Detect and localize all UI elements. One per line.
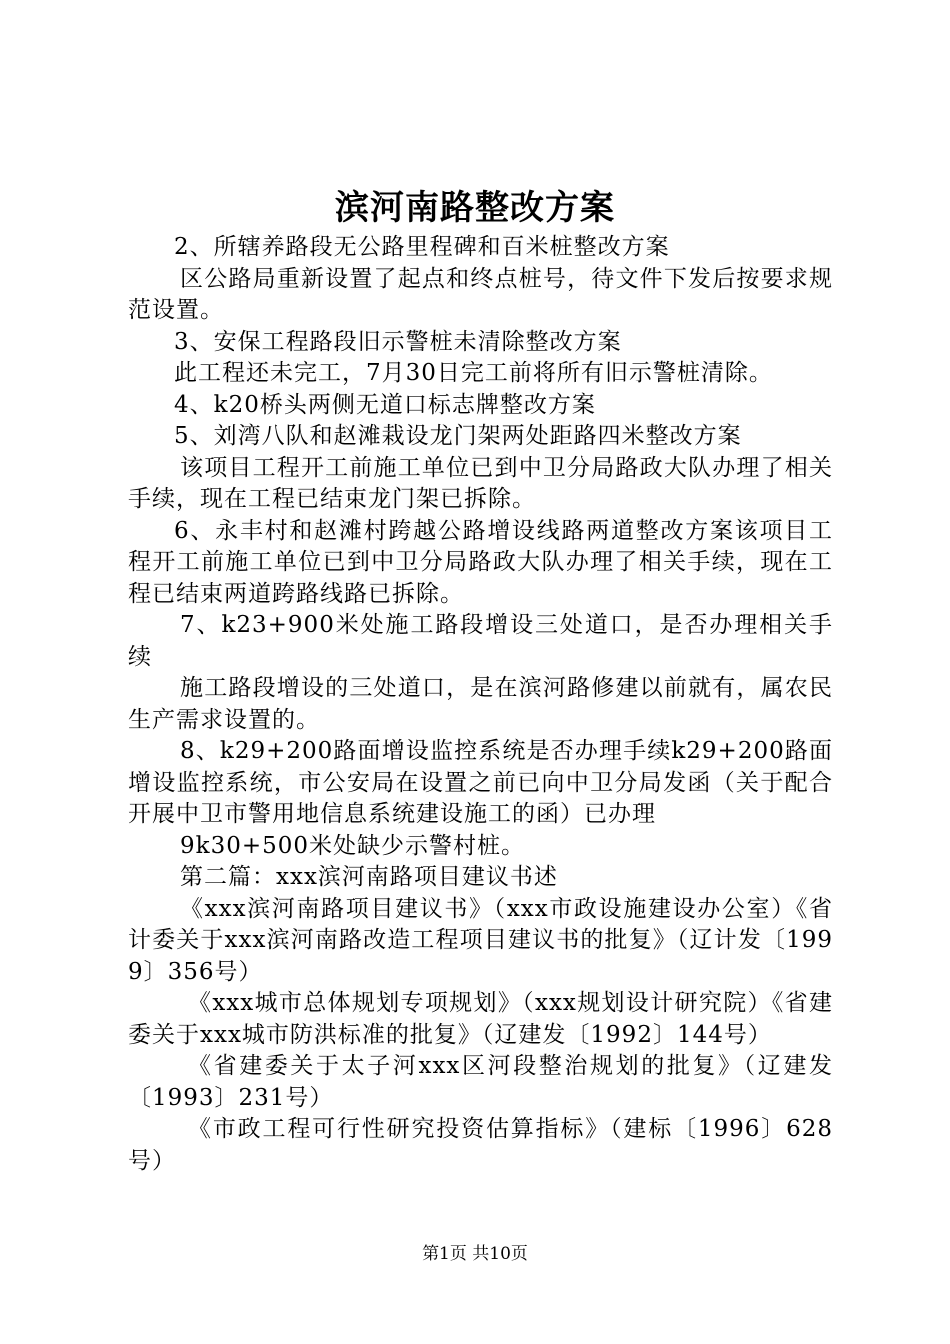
paragraph-item-9: 9k30+500米处缺少示警村桩。	[180, 832, 526, 859]
paragraph-item-2-heading: 2、所辖养路段无公路里程碑和百米桩整改方案	[174, 234, 670, 260]
reference-1: 《xxx滨河南路项目建议书》（xxx市政设施建设办公室）《省计委关于xxx滨河南路改造工程项目建议书的批复》（辽计发〔1999〕356号）	[128, 895, 833, 985]
paragraph-item-5-heading: 5、刘湾八队和赵滩栽设龙门架两处距路四米整改方案	[174, 423, 742, 449]
reference-2: 《xxx城市总体规划专项规划》（xxx规划设计研究院）《省建委关于xxx城市防洪标准的批复》（辽建发〔1992〕144号）	[128, 990, 833, 1048]
paragraph-item-7-body: 施工路段增设的三处道口，是在滨河路修建以前就有，属农民生产需求设置的。	[128, 675, 833, 733]
reference-3: 《省建委关于太子河xxx区河段整治规划的批复》（辽建发〔1993〕231号）	[128, 1053, 833, 1111]
paragraph-item-4-heading: 4、k20桥头两侧无道口标志牌整改方案	[174, 391, 596, 418]
document-title: 滨河南路整改方案	[335, 188, 615, 228]
paragraph-item-2-body: 区公路局重新设置了起点和终点桩号，待文件下发后按要求规范设置。	[128, 265, 833, 323]
paragraph-item-3-body: 此工程还未完工，7月30日完工前将所有旧示警桩清除。	[174, 360, 773, 386]
paragraph-item-8: 8、k29+200路面增设监控系统是否办理手续k29+200路面增设监控系统，市公安局在设置之前已向中卫分局发函（关于配合开展中卫市警用地信息系统建设施工的函）已办理	[128, 738, 833, 827]
section-two-heading: 第二篇：xxx滨河南路项目建议书述	[180, 864, 558, 890]
paragraph-item-6: 6、永丰村和赵滩村跨越公路增设线路两道整改方案该项目工程开工前施工单位已到中卫分局路政大队办理了相关手续，现在工程已结束两道跨路线路已拆除。	[128, 517, 833, 607]
paragraph-item-7-heading: 7、k23+900米处施工路段增设三处道口，是否办理相关手续	[128, 612, 833, 670]
paragraph-item-5-body: 该项目工程开工前施工单位已到中卫分局路政大队办理了相关手续，现在工程已结束龙门架已拆除。	[128, 454, 833, 512]
page-footer: 第1页 共10页	[422, 1244, 528, 1264]
document-body	[128, 232, 833, 1177]
paragraph-item-3-heading: 3、安保工程路段旧示警桩未清除整改方案	[174, 328, 622, 355]
reference-4: 《市政工程可行性研究投资估算指标》（建标〔1996〕628号）	[128, 1116, 833, 1174]
